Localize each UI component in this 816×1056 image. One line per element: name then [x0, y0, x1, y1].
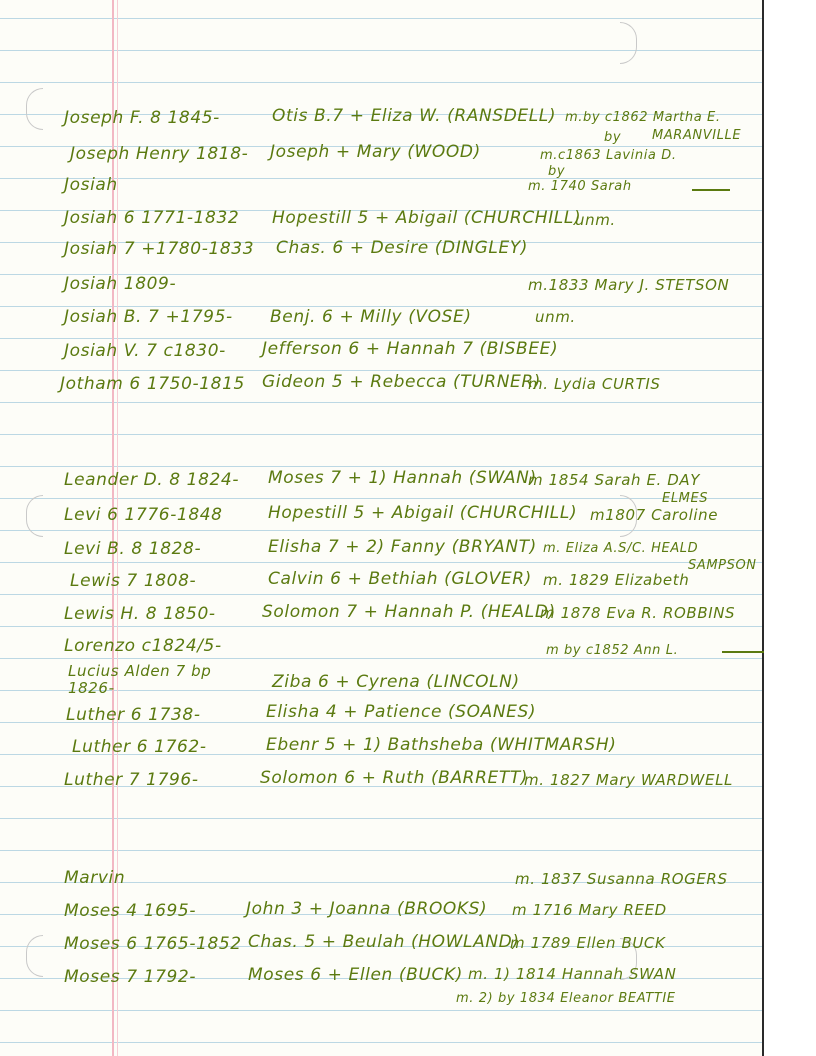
entry-note: ELMES	[662, 491, 709, 506]
entry-name: Josiah 1809-	[64, 274, 177, 294]
entry-parents: Moses 6 + Ellen (BUCK)	[248, 965, 463, 985]
entry-parents: Benj. 6 + Milly (VOSE)	[270, 307, 472, 327]
entry-parents: Chas. 6 + Desire (DINGLEY)	[276, 238, 529, 258]
entry-name: Levi 6 1776-1848	[64, 505, 223, 525]
page-edge	[762, 0, 816, 1056]
entry-marriage: m. 1827 Mary WARDWELL	[524, 771, 733, 789]
entry-marriage: m 1854 Sarah E. DAY	[528, 471, 701, 489]
entry-parents: Jefferson 6 + Hannah 7 (BISBEE)	[262, 339, 559, 359]
entry-marriage: m. Lydia CURTIS	[528, 375, 661, 393]
punch-hole	[26, 495, 43, 537]
entry-marriage: unm.	[575, 211, 616, 229]
entry-note: MARANVILLE	[652, 128, 742, 143]
entry-name: Josiah 6 1771-1832	[64, 208, 240, 228]
entry-marriage: m 1878 Eva R. ROBBINS	[540, 604, 736, 622]
entry-parents: Ziba 6 + Cyrena (LINCOLN)	[272, 672, 520, 692]
entry-name: Jotham 6 1750-1815	[60, 374, 245, 394]
entry-parents: Joseph + Mary (WOOD)	[270, 142, 481, 162]
entry-name: Moses 6 1765-1852	[64, 934, 242, 954]
entry-name: Levi B. 8 1828-	[64, 539, 202, 559]
entry-name: Lewis H. 8 1850-	[64, 604, 216, 624]
entry-name: Josiah B. 7 +1795-	[64, 307, 233, 327]
entry-marriage: m.c1863 Lavinia D.	[540, 148, 677, 163]
entry-name: Marvin	[64, 868, 126, 888]
entry-parents: Solomon 6 + Ruth (BARRETT)	[260, 768, 529, 788]
entry-parents: Hopestill 5 + Abigail (CHURCHILL)	[272, 208, 582, 228]
entry-marriage: m.1833 Mary J. STETSON	[528, 276, 730, 294]
ink-dash	[722, 651, 764, 653]
entry-name: Leander D. 8 1824-	[64, 470, 240, 490]
entry-marriage: m. 2) by 1834 Eleanor BEATTIE	[456, 991, 676, 1006]
entry-marriage: m by c1852 Ann L.	[546, 643, 679, 658]
entry-name: Luther 6 1762-	[72, 737, 207, 757]
entry-marriage: m. 1837 Susanna ROGERS	[515, 870, 728, 888]
entry-name: Joseph Henry 1818-	[70, 144, 249, 164]
entry-parents: Otis B.7 + Eliza W. (RANSDELL)	[272, 106, 557, 126]
entry-note: by	[548, 164, 566, 179]
entry-name: Joseph F. 8 1845-	[64, 108, 220, 128]
entry-parents: John 3 + Joanna (BROOKS)	[246, 899, 488, 919]
entry-name: Josiah	[64, 175, 118, 195]
entry-parents: Gideon 5 + Rebecca (TURNER)	[262, 372, 542, 392]
entry-parents: Solomon 7 + Hannah P. (HEALD)	[262, 602, 556, 622]
entry-parents: Ebenr 5 + 1) Bathsheba (WHITMARSH)	[266, 735, 617, 755]
entry-name: Josiah V. 7 c1830-	[64, 341, 226, 361]
entry-name: Moses 4 1695-	[64, 901, 197, 921]
entry-name: Lucius Alden 7 bp 1826-	[68, 662, 212, 697]
entry-marriage: m. Eliza A.S/C. HEALD	[543, 541, 699, 556]
punch-hole	[26, 88, 43, 130]
entry-marriage: m1807 Caroline	[590, 506, 719, 524]
entry-name: Luther 7 1796-	[64, 770, 199, 790]
entry-note: by	[604, 130, 622, 145]
entry-parents: Elisha 7 + 2) Fanny (BRYANT)	[268, 537, 537, 557]
punch-hole	[620, 22, 637, 64]
entry-marriage: m. 1) 1814 Hannah SWAN	[468, 965, 677, 983]
entry-name: Moses 7 1792-	[64, 967, 197, 987]
entry-name: Lewis 7 1808-	[70, 571, 197, 591]
entry-marriage: m.by c1862 Martha E.	[565, 110, 721, 125]
entry-marriage: m. 1740 Sarah	[528, 179, 632, 194]
entry-parents: Calvin 6 + Bethiah (GLOVER)	[268, 569, 532, 589]
entry-name: Lorenzo c1824/5-	[64, 636, 222, 656]
entry-name: Josiah 7 +1780-1833	[64, 239, 255, 259]
entry-parents: Elisha 4 + Patience (SOANES)	[266, 702, 537, 722]
entry-name: Luther 6 1738-	[66, 705, 201, 725]
entry-parents: Hopestill 5 + Abigail (CHURCHILL)	[268, 503, 578, 523]
entry-parents: Chas. 5 + Beulah (HOWLAND)	[248, 932, 520, 952]
entry-marriage: unm.	[535, 308, 576, 326]
entry-marriage: m. 1829 Elizabeth	[543, 571, 690, 589]
entry-note: SAMPSON	[688, 558, 757, 573]
ink-dash	[692, 189, 730, 191]
punch-hole	[26, 935, 43, 977]
entry-marriage: m 1789 Ellen BUCK	[510, 934, 666, 952]
entry-marriage: m 1716 Mary REED	[512, 901, 667, 919]
entry-parents: Moses 7 + 1) Hannah (SWAN)	[268, 468, 537, 488]
